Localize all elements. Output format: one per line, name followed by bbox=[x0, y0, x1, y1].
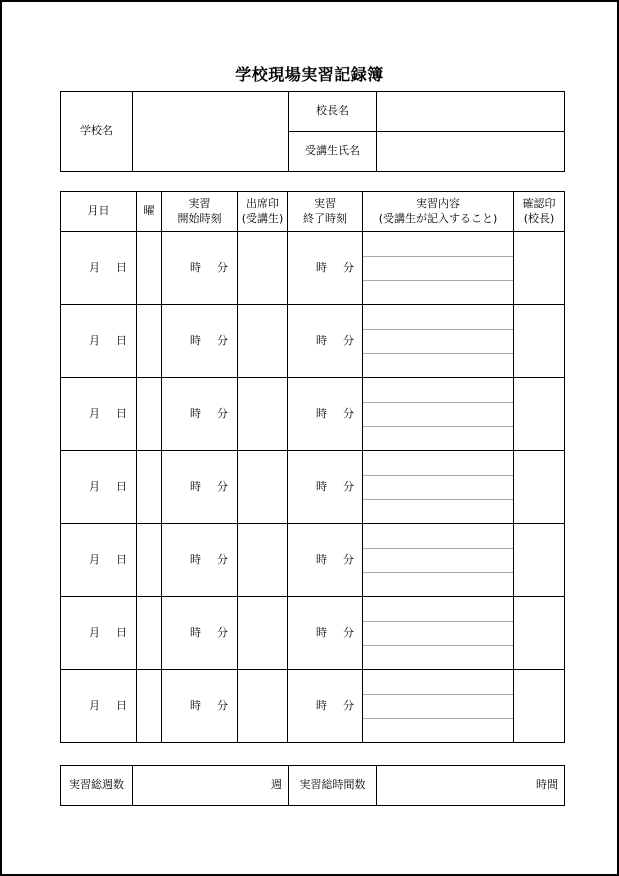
hour-label: 時 bbox=[316, 333, 327, 347]
attendance-header: 出席印 (受講生) bbox=[238, 192, 288, 232]
date-cell[interactable] bbox=[61, 451, 137, 524]
date-header: 月日 bbox=[61, 192, 137, 232]
log-row bbox=[61, 524, 565, 597]
weekday-cell[interactable] bbox=[137, 305, 162, 378]
content-line[interactable] bbox=[363, 306, 513, 329]
minute-label: 分 bbox=[343, 552, 354, 566]
end-time-cell[interactable] bbox=[288, 232, 363, 305]
month-label: 月 bbox=[89, 260, 100, 274]
principal-name-field[interactable] bbox=[377, 92, 565, 132]
confirm-stamp-cell[interactable] bbox=[514, 524, 565, 597]
attendance-stamp-cell[interactable] bbox=[238, 670, 288, 743]
attendance-stamp-cell[interactable] bbox=[238, 232, 288, 305]
minute-label: 分 bbox=[217, 698, 228, 712]
content-line[interactable] bbox=[363, 426, 513, 450]
confirm-stamp-cell[interactable] bbox=[514, 451, 565, 524]
hour-label: 時 bbox=[190, 260, 201, 274]
content-line[interactable] bbox=[363, 353, 513, 377]
day-label: 日 bbox=[116, 552, 127, 566]
content-cell[interactable] bbox=[363, 378, 514, 451]
minute-label: 分 bbox=[343, 625, 354, 639]
confirm-stamp-cell[interactable] bbox=[514, 597, 565, 670]
content-cell[interactable] bbox=[363, 232, 514, 305]
minute-label: 分 bbox=[343, 698, 354, 712]
hours-unit: 時間 bbox=[536, 778, 558, 792]
month-label: 月 bbox=[89, 625, 100, 639]
minute-label: 分 bbox=[217, 406, 228, 420]
content-line[interactable] bbox=[363, 645, 513, 669]
weekday-cell[interactable] bbox=[137, 451, 162, 524]
month-label: 月 bbox=[89, 479, 100, 493]
log-table bbox=[60, 191, 565, 743]
date-cell[interactable] bbox=[61, 670, 137, 743]
hour-label: 時 bbox=[190, 625, 201, 639]
content-line[interactable] bbox=[363, 598, 513, 621]
content-line[interactable] bbox=[363, 475, 513, 499]
content-cell[interactable] bbox=[363, 451, 514, 524]
hour-label: 時 bbox=[190, 552, 201, 566]
weekday-cell[interactable] bbox=[137, 670, 162, 743]
hour-label: 時 bbox=[316, 552, 327, 566]
start-time-cell[interactable] bbox=[162, 670, 238, 743]
weekday-cell[interactable] bbox=[137, 232, 162, 305]
day-label: 日 bbox=[116, 698, 127, 712]
content-line[interactable] bbox=[363, 694, 513, 718]
month-label: 月 bbox=[89, 406, 100, 420]
end-time-cell[interactable] bbox=[288, 378, 363, 451]
content-line[interactable] bbox=[363, 718, 513, 742]
content-header: 実習内容 (受講生が記入すること) bbox=[363, 192, 514, 232]
hour-label: 時 bbox=[316, 479, 327, 493]
minute-label: 分 bbox=[343, 333, 354, 347]
info-table bbox=[60, 91, 565, 172]
weekday-cell[interactable] bbox=[137, 524, 162, 597]
content-line[interactable] bbox=[363, 572, 513, 596]
content-line[interactable] bbox=[363, 402, 513, 426]
end-time-cell[interactable] bbox=[288, 305, 363, 378]
minute-label: 分 bbox=[217, 333, 228, 347]
content-cell[interactable] bbox=[363, 524, 514, 597]
start-time-cell[interactable] bbox=[162, 597, 238, 670]
content-line[interactable] bbox=[363, 329, 513, 353]
confirm-header: 確認印 (校長) bbox=[514, 192, 565, 232]
content-line[interactable] bbox=[363, 233, 513, 256]
minute-label: 分 bbox=[217, 625, 228, 639]
confirm-stamp-cell[interactable] bbox=[514, 670, 565, 743]
hour-label: 時 bbox=[316, 698, 327, 712]
content-cell[interactable] bbox=[363, 670, 514, 743]
content-line[interactable] bbox=[363, 525, 513, 548]
hour-label: 時 bbox=[316, 406, 327, 420]
summary-table bbox=[60, 765, 565, 806]
day-label: 日 bbox=[116, 406, 127, 420]
weekday-cell[interactable] bbox=[137, 597, 162, 670]
content-line[interactable] bbox=[363, 452, 513, 475]
weekday-header: 曜 bbox=[137, 192, 162, 232]
date-cell[interactable] bbox=[61, 232, 137, 305]
hour-label: 時 bbox=[316, 625, 327, 639]
log-row bbox=[61, 305, 565, 378]
content-line[interactable] bbox=[363, 256, 513, 280]
date-cell[interactable] bbox=[61, 305, 137, 378]
minute-label: 分 bbox=[217, 552, 228, 566]
minute-label: 分 bbox=[343, 260, 354, 274]
log-row bbox=[61, 451, 565, 524]
attendance-stamp-cell[interactable] bbox=[238, 597, 288, 670]
end-time-cell[interactable] bbox=[288, 597, 363, 670]
content-line[interactable] bbox=[363, 280, 513, 304]
day-label: 日 bbox=[116, 479, 127, 493]
student-name-label: 受講生氏名 bbox=[289, 132, 377, 172]
day-label: 日 bbox=[116, 333, 127, 347]
hour-label: 時 bbox=[190, 406, 201, 420]
day-label: 日 bbox=[116, 625, 127, 639]
hour-label: 時 bbox=[316, 260, 327, 274]
end-time-header: 実習 終了時刻 bbox=[288, 192, 363, 232]
log-row bbox=[61, 597, 565, 670]
minute-label: 分 bbox=[343, 406, 354, 420]
end-time-cell[interactable] bbox=[288, 451, 363, 524]
content-line[interactable] bbox=[363, 379, 513, 402]
log-header-row bbox=[61, 192, 565, 232]
date-cell[interactable] bbox=[61, 524, 137, 597]
start-time-cell[interactable] bbox=[162, 524, 238, 597]
start-time-cell[interactable] bbox=[162, 305, 238, 378]
confirm-stamp-cell[interactable] bbox=[514, 378, 565, 451]
content-line[interactable] bbox=[363, 621, 513, 645]
start-time-header: 実習 開始時刻 bbox=[162, 192, 238, 232]
weekday-cell[interactable] bbox=[137, 378, 162, 451]
month-label: 月 bbox=[89, 552, 100, 566]
log-row bbox=[61, 670, 565, 743]
log-row bbox=[61, 378, 565, 451]
date-cell[interactable] bbox=[61, 597, 137, 670]
start-time-cell[interactable] bbox=[162, 451, 238, 524]
hour-label: 時 bbox=[190, 698, 201, 712]
hour-label: 時 bbox=[190, 479, 201, 493]
minute-label: 分 bbox=[343, 479, 354, 493]
attendance-stamp-cell[interactable] bbox=[238, 451, 288, 524]
page-title: 学校現場実習記録簿 bbox=[235, 65, 384, 84]
total-hours-field[interactable] bbox=[377, 766, 565, 806]
month-label: 月 bbox=[89, 698, 100, 712]
school-name-field[interactable] bbox=[133, 92, 289, 172]
content-cell[interactable] bbox=[363, 305, 514, 378]
start-time-cell[interactable] bbox=[162, 378, 238, 451]
month-label: 月 bbox=[89, 333, 100, 347]
total-weeks-field[interactable] bbox=[133, 766, 289, 806]
principal-name-label: 校長名 bbox=[289, 92, 377, 132]
total-weeks-label: 実習総週数 bbox=[61, 766, 133, 806]
end-time-cell[interactable] bbox=[288, 670, 363, 743]
date-cell[interactable] bbox=[61, 378, 137, 451]
total-hours-label: 実習総時間数 bbox=[289, 766, 377, 806]
weeks-unit: 週 bbox=[271, 778, 282, 792]
confirm-stamp-cell[interactable] bbox=[514, 305, 565, 378]
start-time-cell[interactable] bbox=[162, 232, 238, 305]
log-row bbox=[61, 232, 565, 305]
content-line[interactable] bbox=[363, 499, 513, 523]
confirm-stamp-cell[interactable] bbox=[514, 232, 565, 305]
end-time-cell[interactable] bbox=[288, 524, 363, 597]
minute-label: 分 bbox=[217, 479, 228, 493]
content-line[interactable] bbox=[363, 671, 513, 694]
student-name-field[interactable] bbox=[377, 132, 565, 172]
day-label: 日 bbox=[116, 260, 127, 274]
attendance-stamp-cell[interactable] bbox=[238, 524, 288, 597]
minute-label: 分 bbox=[217, 260, 228, 274]
attendance-stamp-cell[interactable] bbox=[238, 305, 288, 378]
hour-label: 時 bbox=[190, 333, 201, 347]
content-line[interactable] bbox=[363, 548, 513, 572]
school-name-label: 学校名 bbox=[61, 92, 133, 172]
attendance-stamp-cell[interactable] bbox=[238, 378, 288, 451]
content-cell[interactable] bbox=[363, 597, 514, 670]
